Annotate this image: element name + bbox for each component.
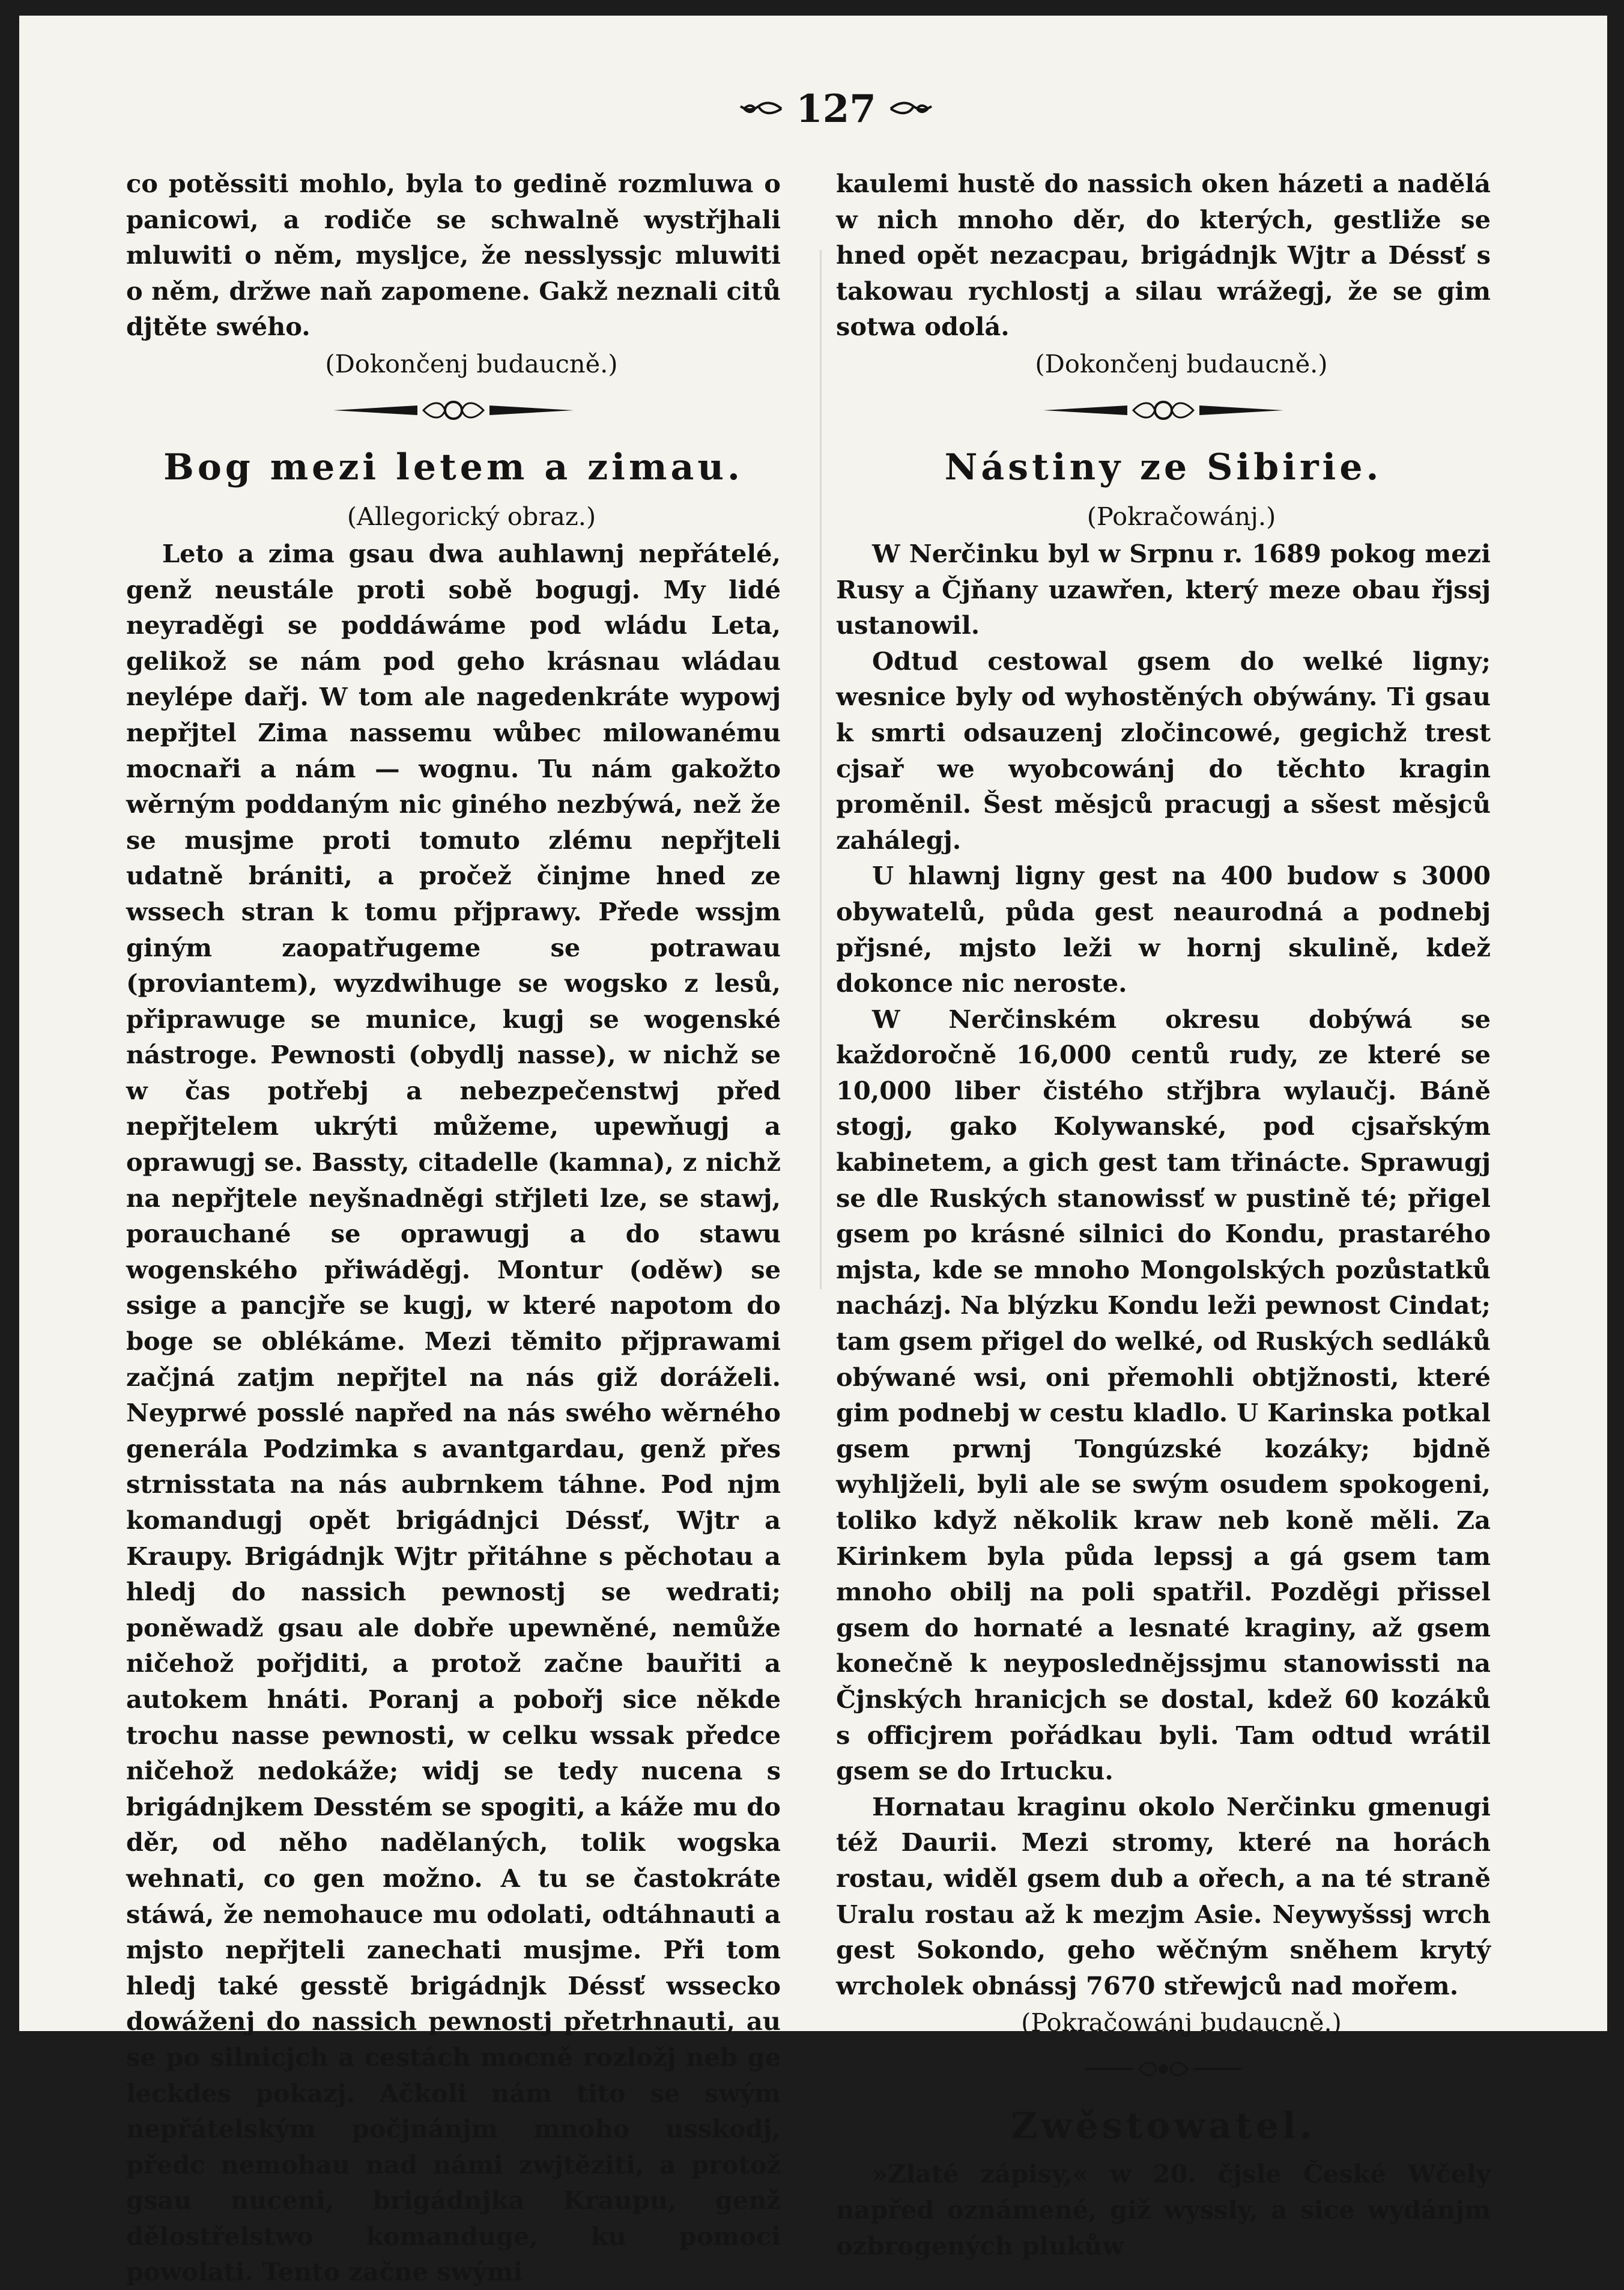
continued-paragraph: co potěssiti mohlo, byla to gedině rozmluwa o panicowi, a rodiče se schwalně wystřjhali mluwiti o něm, mysljce, že nesslyssjc mluwiti o něm, držwe naň zapomene. Gakž neznali citů djtěte swého.	[126, 169, 781, 342]
left-fleuron-icon	[738, 98, 783, 120]
section-title: Zwěstowatel.	[1011, 2105, 1316, 2148]
article-paragraph: W Nerčinku byl w Srpnu r. 1689 pokog mezi Rusy a Čjňany uzawřen, který meze obau řjssj ustanowil.	[836, 538, 1491, 640]
article-title: Nástiny ze Sibirie.	[944, 446, 1383, 488]
continued-paragraph: kaulemi hustě do nassich oken házeti a nadělá w nich mnoho děr, do kterých, gestliže se hned opět nezacpau, brigádnjk Wjtr a Déssť s takowau rychlostj a silau wrážegj, že se gim sotwa odolá.	[836, 169, 1491, 342]
article-subtitle: (Allegorický obraz.)	[347, 501, 596, 531]
ornament-icon	[327, 397, 580, 424]
article-paragraph: Leto a zima gsau dwa auhlawnj nepřátelé, genž neustále proti sobě bogugj. My lidé neyraděgi se poddáwáme pod wládu Leta, gelikož se nám pod geho krásnau wládau neylépe dařj. W tom ale nagedenkráte wypowj nepřjtel Zima nassemu wůbec milowanému mocnaři a nám — wognu. Tu nám gakožto wěrným poddaným nic giného nezbýwá, než že se musjme proti tomuto zlému nepřjteli udatně brániti, a pročež činjme hned ze wssech stran k tomu přjprawy. Přede wssjm giným zaopatřugeme se potrawau (proviantem), wyzdwihuge se wogsko z lesů, připrawuge se munice, kugj se wogenské nástroge. Pewnosti (obydlj nasse), w nichž se w čas potřebj a nebezpečenstwj před nepřjtelem ukrýti můžeme, upewňugj a oprawugj se. Bassty, citadelle (kamna), z nichž na nepřjtele neyšnadněgi střjleti lze, se stawj, porauchané se oprawugj a do stawu wogenského přiwáděgj. Montur (oděw) se ssige a pancjře se kugj, w které napotom do boge se oblékáme. Mezi těmito přjprawami začjná zatjm nepřjtel na nás giž doráželi. Neyprwé posslé napřed na nás swého wěrného generála Podzimka s avantgardau, genž přes strnisstata na nás aubrnkem táhne. Pod njm komandugj opět brigádnjci Déssť, Wjtr a Kraupy. Brigádnjk Wjtr přitáhne s pěchotau a hledj do nassich pewnostj se wedrati; poněwadž gsau ale dobře upewněné, nemůže ničehož pořjditi, a protož začne bauřiti a autokem hnáti. Poranj a pobořj sice někde trochu nasse pewnosti, w celku wssak předce ničehož nedokáže; widj se tedy nucena s brigádnjkem Desstém se spogiti, a káže mu do děr, od něho nadělaných, tolik wogska wehnati, co gen možno. A tu se častokráte stáwá, že nemohauce mu odolati, odtáhnauti a mjsto nepřjteli zanechati musjme. Při tom hledj také gesstě brigádnjk Déssť wssecko dowáženj do nassich pewnostj přetrhnauti, au se po silnicjch a cestách mocně rozložj neb ge leckdes pokazj. Ačkoli nám tito se swým nepřátelským počjnánjm mnoho usskodj, předc nemohau nad námi zwjtěziti, a protož gsau nuceni, brigádnjka Kraupu, genž dělostřelstwo komanduge, ku pomoci powolati. Tento začne swými	[126, 538, 781, 2287]
news-paragraph: »Zlaté zápisy,« w 20. čjsle České Wčely napřed oznámené, giž wyssly, a sice wydánjm ozbrogených plukůw	[836, 2159, 1491, 2261]
article-title: Bog mezi letem a zimau.	[163, 446, 744, 488]
column-divider	[820, 250, 822, 1289]
to-be-continued-note: (Dokončenj budaucně.)	[1035, 348, 1328, 378]
ornament-icon	[1079, 2057, 1247, 2081]
right-fleuron-icon	[889, 98, 934, 120]
right-column	[836, 166, 1491, 2264]
page-header	[734, 76, 938, 142]
article-paragraph: Hornatau kraginu okolo Nerčinku gmenugi též Daurii. Mezi stromy, které na horách rostau, widěl gsem dub a ořech, a na té straně Uralu rostau až k mezjm Asie. Neywyšssj wrch gest Sokondo, geho wěčným sněhem krytý wrcholek obnássj 7670 střewjců nad mořem.	[836, 1791, 1491, 2000]
to-be-continued-note: (Dokončenj budaucně.)	[325, 348, 618, 378]
ornament-divider	[836, 383, 1491, 437]
ornament-divider	[126, 383, 781, 437]
newspaper-page	[19, 16, 1607, 2287]
article-paragraph: U hlawnj ligny gest na 400 budow s 3000 obywatelů, půda gest neaurodná a podnebj přjsné, mjsto leži w hornj skulině, kdež dokonce nic neroste.	[836, 861, 1491, 998]
ornament-icon	[1037, 397, 1289, 424]
ornament-divider	[836, 2042, 1491, 2096]
page-number: 127	[796, 86, 876, 132]
article-paragraph: Odtud cestowal gsem do welké ligny; wesnice byly od wyhostěných obýwány. Ti gsau k smrti odsauzenj zločincowé, gegichž trest cjsař we wyobcowánj do těchto kragin proměnil. Šest měsjců pracugj a sšest měsjců zahálegj.	[836, 646, 1491, 855]
to-be-continued-note: (Pokračowánj budaucně.)	[1021, 2008, 1342, 2038]
article-subtitle: (Pokračowánj.)	[1086, 501, 1276, 531]
article-paragraph: W Nerčinském okresu dobýwá se každoročně 16,000 centů rudy, ze které se 10,000 liber čistého střjbra wylaučj. Báně stogj, gako Kolywanské, pod cjsařským kabinetem, a gich gest tam třinácte. Sprawugj se dle Ruských stanowissť w pustině té; přigel gsem po krásné silnici do Kondu, prastarého mjsta, kde se mnoho Mongolských pozůstatků nacházj. Na blýzku Kondu leži pewnost Cindat; tam gsem přigel do welké, od Ruských sedláků obýwané wsi, oni přemohli obtjžnosti, které gim podnebj w cestu kladlo. U Karinska potkal gsem prwnj Tongúzské kozáky; bjdně wyhljželi, byli ale se swým osudem spokogeni, toliko když několik kraw neb koně měli. Za Kirinkem byla půda lepssj a gá gsem tam mnoho obilj na poli spatřil. Pozděgi přissel gsem do hornaté a lesnaté kraginy, až gsem konečně k neyposlednějssjmu stanowissti na Čjnských hranicjch se dostal, kdež 60 kozáků s officjrem pořádkau byli. Tam odtud wrátil gsem se do Irtucku.	[836, 1004, 1491, 1786]
left-column	[126, 166, 781, 2290]
